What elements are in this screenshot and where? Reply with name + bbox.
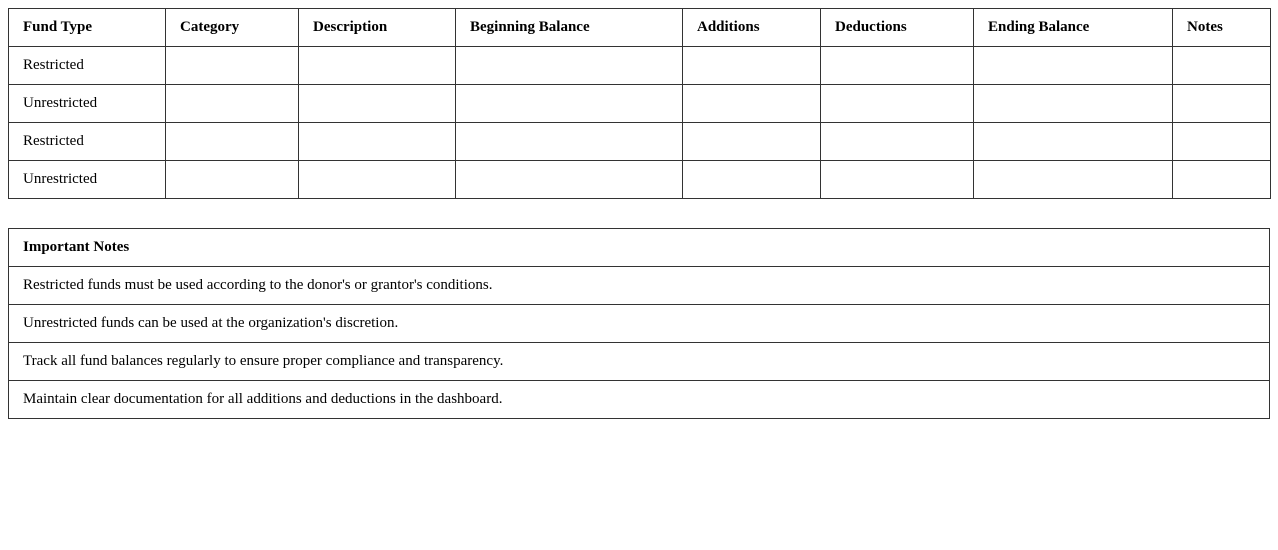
cell-description bbox=[299, 161, 456, 199]
cell-category bbox=[166, 47, 299, 85]
table-row bbox=[9, 47, 1271, 85]
cell-deductions bbox=[821, 47, 974, 85]
cell-ending-balance bbox=[974, 85, 1173, 123]
cell-category bbox=[166, 85, 299, 123]
table-row bbox=[9, 123, 1271, 161]
important-notes-table bbox=[8, 228, 1270, 419]
column-header-category: Category bbox=[166, 9, 299, 47]
cell-notes bbox=[1173, 161, 1271, 199]
cell-additions bbox=[683, 85, 821, 123]
cell-fund-type: Unrestricted bbox=[9, 85, 166, 123]
fund-balance-table bbox=[8, 8, 1271, 199]
cell-deductions bbox=[821, 123, 974, 161]
cell-notes bbox=[1173, 85, 1271, 123]
cell-ending-balance bbox=[974, 47, 1173, 85]
cell-notes bbox=[1173, 123, 1271, 161]
notes-title: Important Notes bbox=[9, 229, 1270, 267]
cell-beginning-balance bbox=[456, 47, 683, 85]
cell-description bbox=[299, 47, 456, 85]
table-row bbox=[9, 85, 1271, 123]
column-header-notes: Notes bbox=[1173, 9, 1271, 47]
cell-additions bbox=[683, 47, 821, 85]
cell-beginning-balance bbox=[456, 161, 683, 199]
note-row bbox=[9, 381, 1270, 419]
cell-notes bbox=[1173, 47, 1271, 85]
column-header-deductions: Deductions bbox=[821, 9, 974, 47]
cell-ending-balance bbox=[974, 161, 1173, 199]
note-row bbox=[9, 267, 1270, 305]
cell-additions bbox=[683, 161, 821, 199]
cell-fund-type: Restricted bbox=[9, 47, 166, 85]
cell-additions bbox=[683, 123, 821, 161]
cell-description bbox=[299, 85, 456, 123]
note-row bbox=[9, 343, 1270, 381]
table-header-row bbox=[9, 9, 1271, 47]
cell-beginning-balance bbox=[456, 85, 683, 123]
cell-deductions bbox=[821, 85, 974, 123]
column-header-description: Description bbox=[299, 9, 456, 47]
cell-ending-balance bbox=[974, 123, 1173, 161]
note-item: Track all fund balances regularly to ensure proper compliance and transparency. bbox=[9, 343, 1270, 381]
table-row bbox=[9, 161, 1271, 199]
note-item: Maintain clear documentation for all additions and deductions in the dashboard. bbox=[9, 381, 1270, 419]
notes-header-row bbox=[9, 229, 1270, 267]
column-header-ending-balance: Ending Balance bbox=[974, 9, 1173, 47]
cell-category bbox=[166, 161, 299, 199]
note-item: Unrestricted funds can be used at the organization's discretion. bbox=[9, 305, 1270, 343]
cell-category bbox=[166, 123, 299, 161]
note-row bbox=[9, 305, 1270, 343]
cell-deductions bbox=[821, 161, 974, 199]
column-header-fund-type: Fund Type bbox=[9, 9, 166, 47]
cell-fund-type: Unrestricted bbox=[9, 161, 166, 199]
note-item: Restricted funds must be used according to the donor's or grantor's conditions. bbox=[9, 267, 1270, 305]
cell-beginning-balance bbox=[456, 123, 683, 161]
cell-fund-type: Restricted bbox=[9, 123, 166, 161]
column-header-beginning-balance: Beginning Balance bbox=[456, 9, 683, 47]
cell-description bbox=[299, 123, 456, 161]
column-header-additions: Additions bbox=[683, 9, 821, 47]
